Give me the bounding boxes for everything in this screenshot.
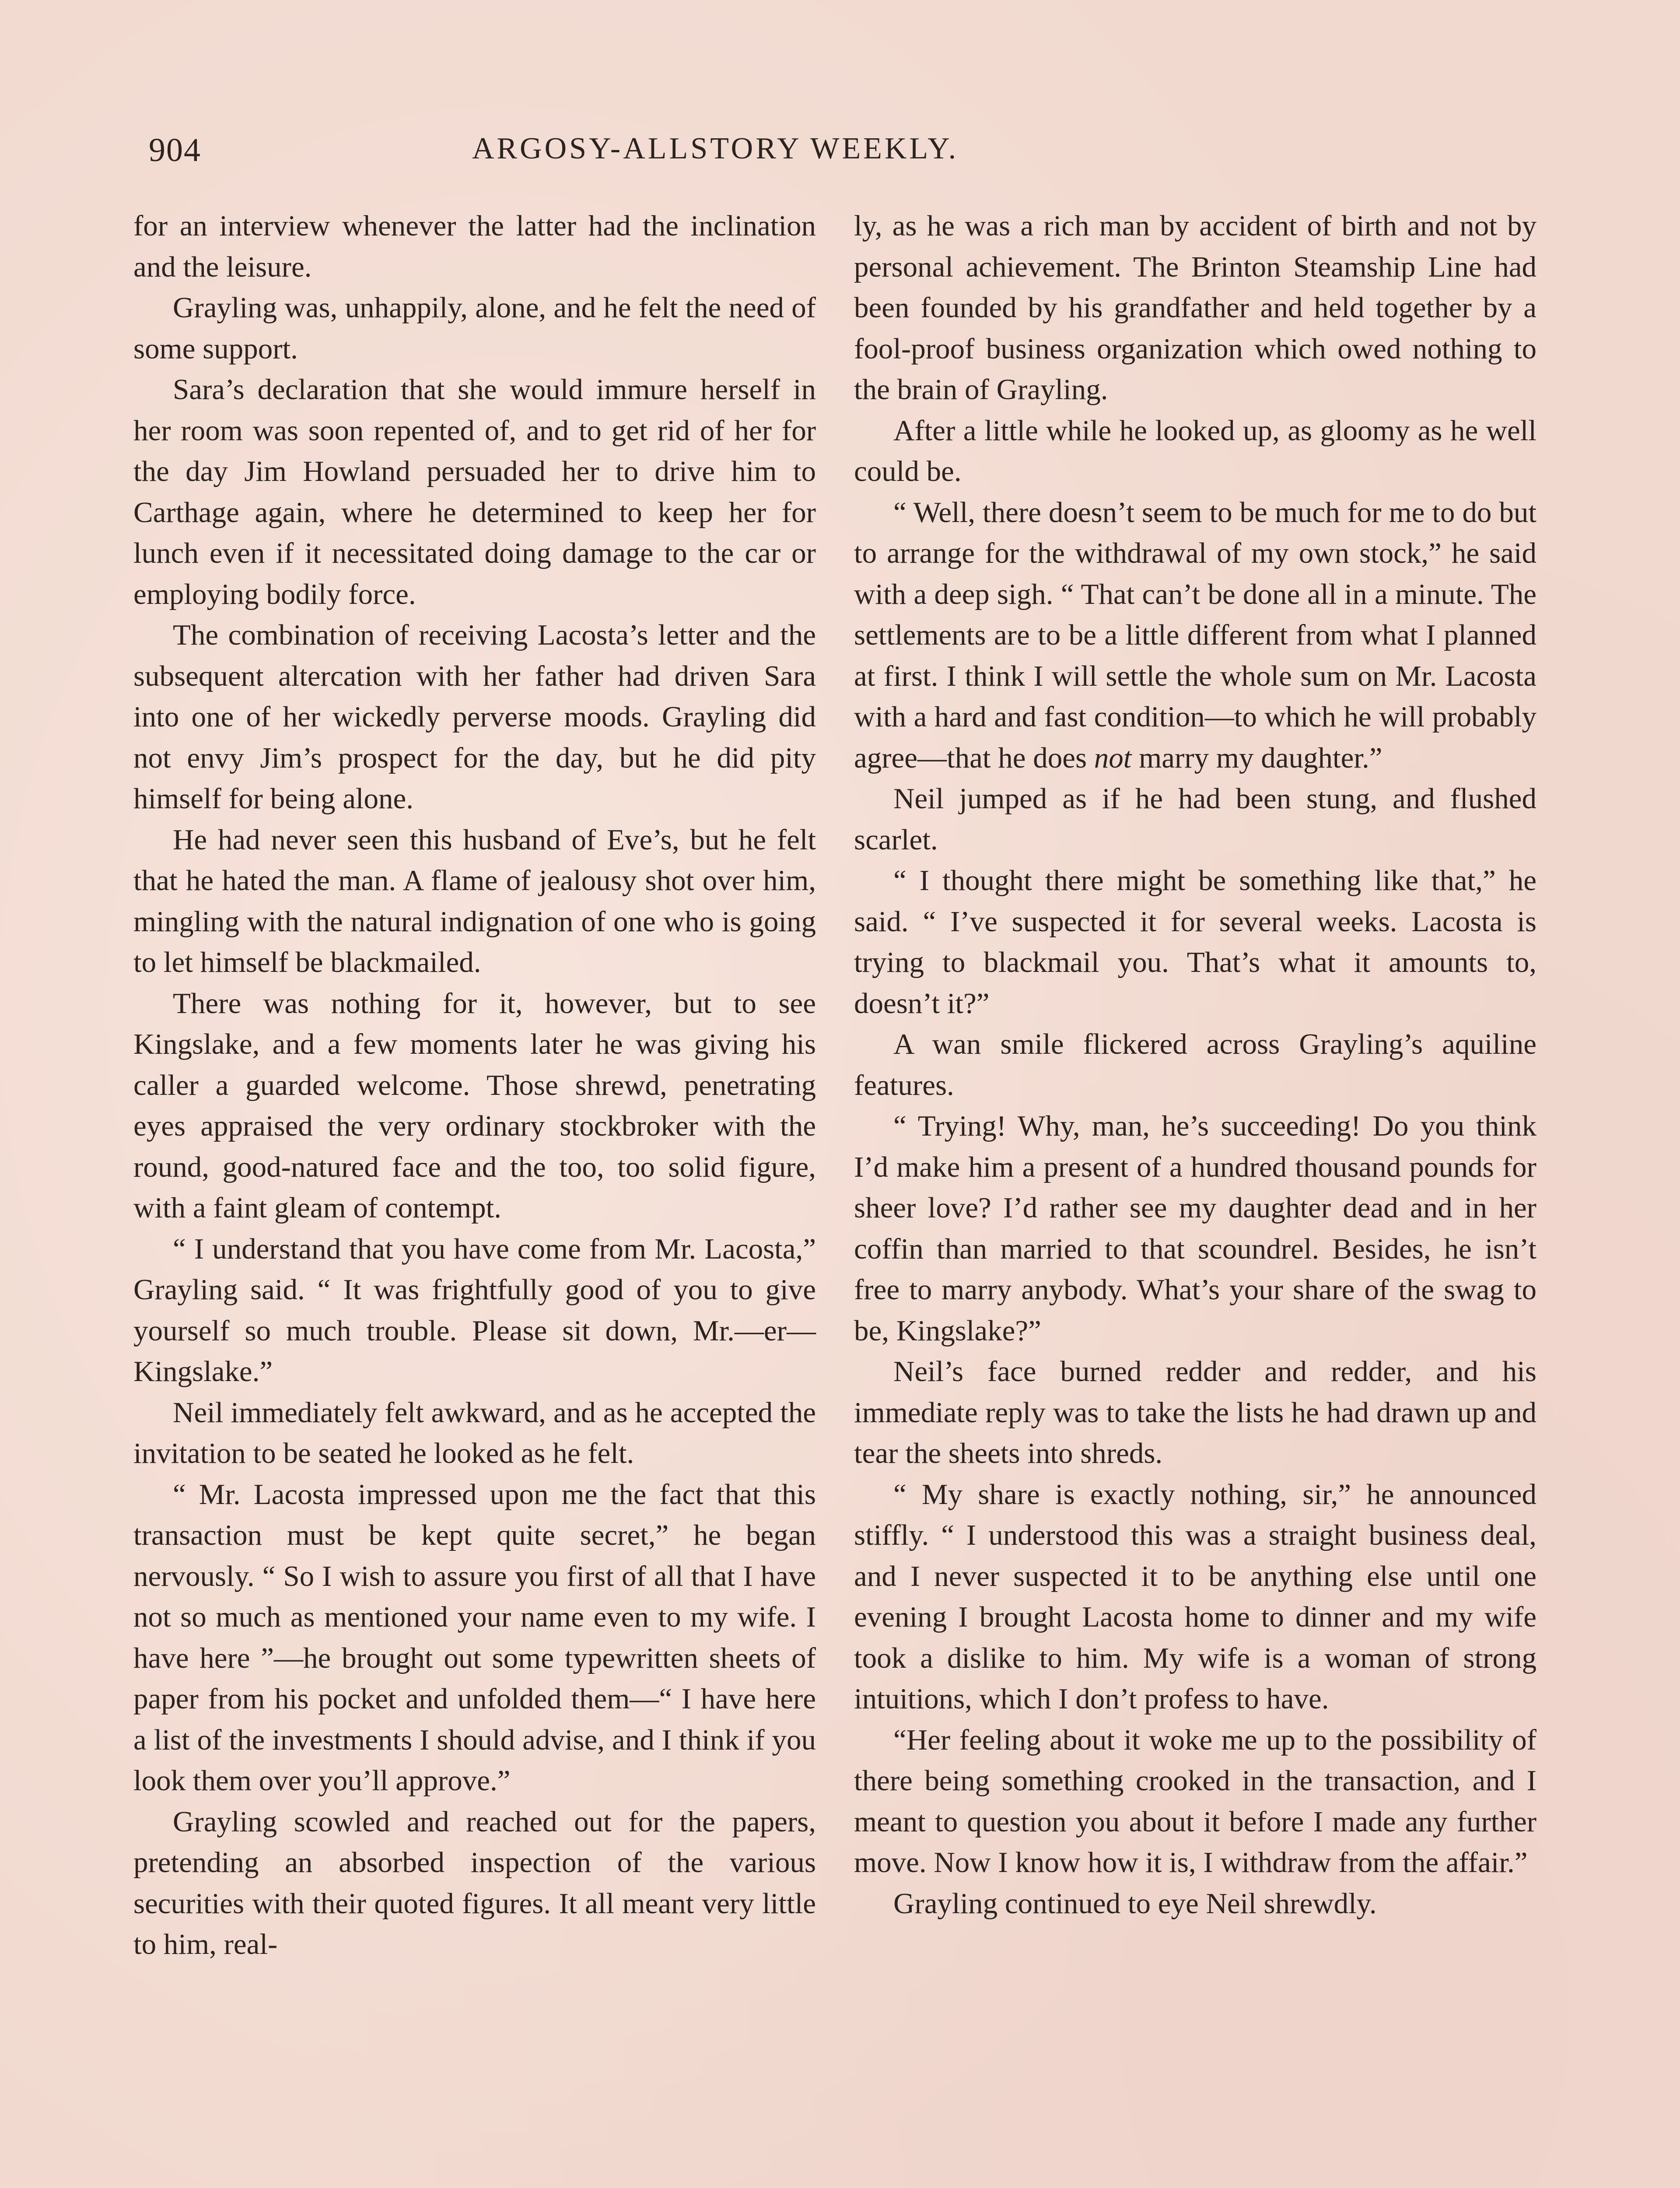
- paragraph: After a little while he looked up, as gloomy as he well could be.: [854, 414, 1536, 487]
- paragraph: Grayling continued to eye Neil shrewdly.: [893, 1887, 1377, 1920]
- paragraph: “ Mr. Lacosta impressed upon me the fact that this transaction must be kept quite secret,” he began nervously. “ So I wish to assure you first of all that I have not so much as mentioned your name even to my wife. I have here ”—he brought out some typewritten sheets of paper from his pocket and unfolded them—“ I have here a list of the investments I should advise, and I think if you look them over you’ll approve.”: [133, 1478, 816, 1797]
- right-column: [854, 206, 1536, 1924]
- paragraph: Sara’s declaration that she would immure herself in her room was soon repented of, and to get rid of her for the day Jim Howland persuaded her to drive him to Carthage again, where he determined to keep her for lunch even if it necessitated doing damage to the car or employing bodily force.: [133, 373, 816, 610]
- left-column: [133, 206, 816, 1965]
- paragraph: A wan smile flickered across Grayling’s aquiline features.: [854, 1028, 1536, 1101]
- paragraph: “ Trying! Why, man, he’s succeeding! Do you think I’d make him a present of a hundred thousand pounds for sheer love? I’d rather see my daughter dead and in her coffin than married to that scoundrel. Besides, he isn’t free to marry anybody. What’s your share of the swag to be, Kingslake?”: [854, 1110, 1536, 1347]
- paragraph: Grayling scowled and reached out for the papers, pretending an absorbed inspection of the various securities with their quoted figures. It all meant very little to him, real-: [133, 1805, 816, 1960]
- paragraph: [854, 492, 1536, 779]
- paragraph: “ My share is exactly nothing, sir,” he announced stiffly. “ I understood this was a straight business deal, and I never suspected it to be anything else until one evening I brought Lacosta home to dinner and my wife took a dislike to him. My wife is a woman of strong intuitions, which I don’t profess to have.: [854, 1478, 1536, 1715]
- paragraph: Neil’s face burned redder and redder, and his immediate reply was to take the lists he had drawn up and tear the sheets into shreds.: [854, 1355, 1536, 1469]
- paragraph: He had never seen this husband of Eve’s, but he felt that he hated the man. A flame of jealousy shot over him, mingling with the natural indignation of one who is going to let himself be blackmailed.: [133, 823, 816, 978]
- paragraph-text: “ Well, there doesn’t seem to be much for me to do but to arrange for the withdrawal of my own stock,” he said with a deep sigh. “ That can’t be done all in a minute. The settlements are to be a little different from what I planned at first. I think I will settle the whole sum on Mr. Lacosta with a hard and fast condition—to which he will probably agree—that he does: [854, 496, 1536, 774]
- paragraph: Neil jumped as if he had been stung, and flushed scarlet.: [854, 782, 1536, 856]
- paragraph: “ I understand that you have come from Mr. Lacosta,” Grayling said. “ It was frightfully good of you to give yourself so much trouble. Please sit down, Mr.—er—Kingslake.”: [133, 1232, 816, 1388]
- running-head: ARGOSY-ALLSTORY WEEKLY.: [472, 132, 959, 165]
- paragraph: “ I thought there might be something like that,” he said. “ I’ve suspected it for several weeks. Lacosta is trying to blackmail you. That’s what it amounts to, doesn’t it?”: [854, 864, 1536, 1020]
- paragraph-text: marry my daughter.”: [1131, 741, 1382, 774]
- paragraph: for an interview whenever the latter had the inclination and the leisure.: [133, 210, 816, 283]
- paragraph: ly, as he was a rich man by accident of birth and not by personal achievement. The Brinton Steamship Line had been founded by his grandfather and held together by a fool-proof business organization which owed nothing to the brain of Grayling.: [854, 210, 1536, 406]
- paragraph: Grayling was, unhappily, alone, and he felt the need of some support.: [133, 291, 816, 365]
- paragraph: The combination of receiving Lacosta’s letter and the subsequent altercation with her father had driven Sara into one of her wickedly perverse moods. Grayling did not envy Jim’s prospect for the day, but he did pity himself for being alone.: [133, 619, 816, 815]
- paragraph: “Her feeling about it woke me up to the possibility of there being something crooked in the transaction, and I meant to question you about it before I made any further move. Now I know how it is, I withdraw from the affair.”: [854, 1723, 1536, 1879]
- page-number: 904: [149, 132, 201, 168]
- page-header: [149, 131, 1282, 179]
- emphasis-not: not: [1094, 741, 1132, 774]
- paragraph: There was nothing for it, however, but to see Kingslake, and a few moments later he was giving his caller a guarded welcome. Those shrewd, penetrating eyes appraised the very ordinary stockbroker with the round, good-natured face and the too, too solid figure, with a faint gleam of contempt.: [133, 987, 816, 1224]
- paragraph: Neil immediately felt awkward, and as he accepted the invitation to be seated he looked as he felt.: [133, 1396, 816, 1469]
